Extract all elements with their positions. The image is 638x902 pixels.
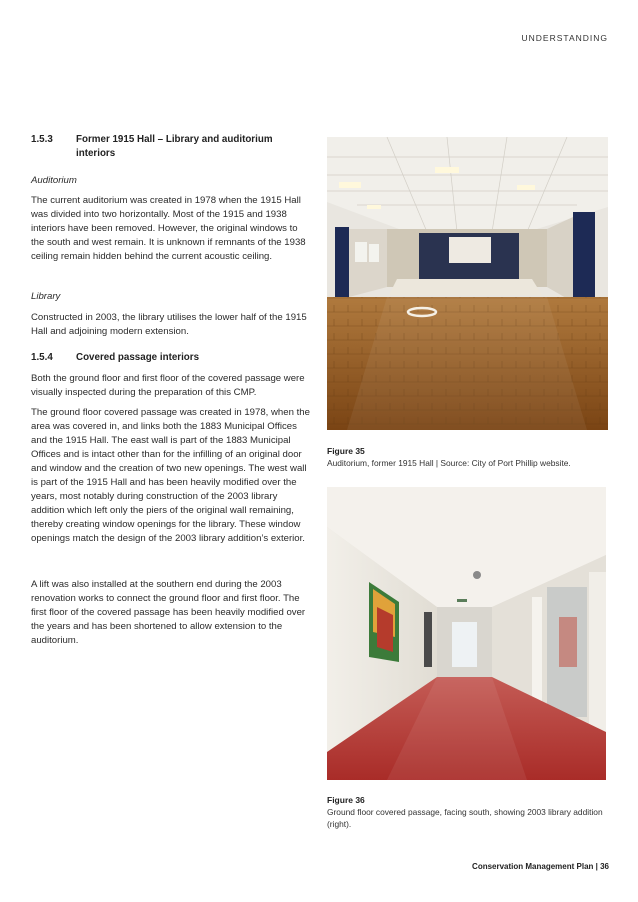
passage-paragraph-1: Both the ground floor and first floor of the covered passage were visually inspected during the preparation of this CMP. — [31, 373, 305, 398]
covered-passage-photo — [327, 487, 606, 780]
figure-35-caption: Auditorium, former 1915 Hall | Source: City of Port Phillip website. — [327, 458, 571, 468]
figure-36-caption: Ground floor covered passage, facing south, showing 2003 library addition (right). — [327, 807, 603, 829]
figure-35-label: Figure 35 — [327, 446, 365, 456]
auditorium-photo — [327, 137, 608, 430]
section-number: 1.5.3 — [31, 134, 53, 145]
passage-paragraph-2: The ground floor covered passage was created in 1978, when the area was covered in, and links both the 1883 Municipal Offices and the 1915 Hall. The east wall is part of the 1883 Municipal Offices and is intact other than for the infilling of an original door and window and the creation of two new openings. The west wall is part of the 1915 Hall and has been heavily modified over the years, most notably during construction of the 2003 library addition which left only the piers of the original wall remaining, thereby creating window openings for the library. These window openings match the design of the 2003 library addition’s exterior. — [31, 407, 310, 544]
figure-36-label: Figure 36 — [327, 795, 365, 805]
auditorium-paragraph: The current auditorium was created in 1978 when the 1915 Hall was divided into two horizontally. Most of the 1915 and 1938 interiors have been removed. However, the original windows to the south and west remain. It is unknown if remnants of the 1938 ceiling remain hidden behind the current acoustic ceiling. — [31, 195, 306, 262]
page-footer: Conservation Management Plan | 36 — [472, 862, 609, 871]
library-paragraph: Constructed in 2003, the library utilises the lower half of the 1915 Hall and adjoining modern extension. — [31, 312, 307, 337]
auditorium-subheading: Auditorium — [31, 175, 77, 186]
library-subheading: Library — [31, 291, 61, 302]
section-title: Former 1915 Hall – Library and auditorium interiors — [76, 134, 273, 159]
section-number: 1.5.4 — [31, 352, 53, 363]
passage-paragraph-3: A lift was also installed at the southern end during the 2003 renovation works to connect the ground floor and first floor. The first floor of the covered passage has been heavily modified over the years and has been shortened to allow extension to the auditorium. — [31, 579, 306, 646]
running-header: UNDERSTANDING — [521, 33, 608, 43]
section-1-5-4-heading — [31, 351, 311, 365]
section-title: Covered passage interiors — [76, 352, 200, 363]
section-1-5-3-heading — [31, 133, 311, 161]
